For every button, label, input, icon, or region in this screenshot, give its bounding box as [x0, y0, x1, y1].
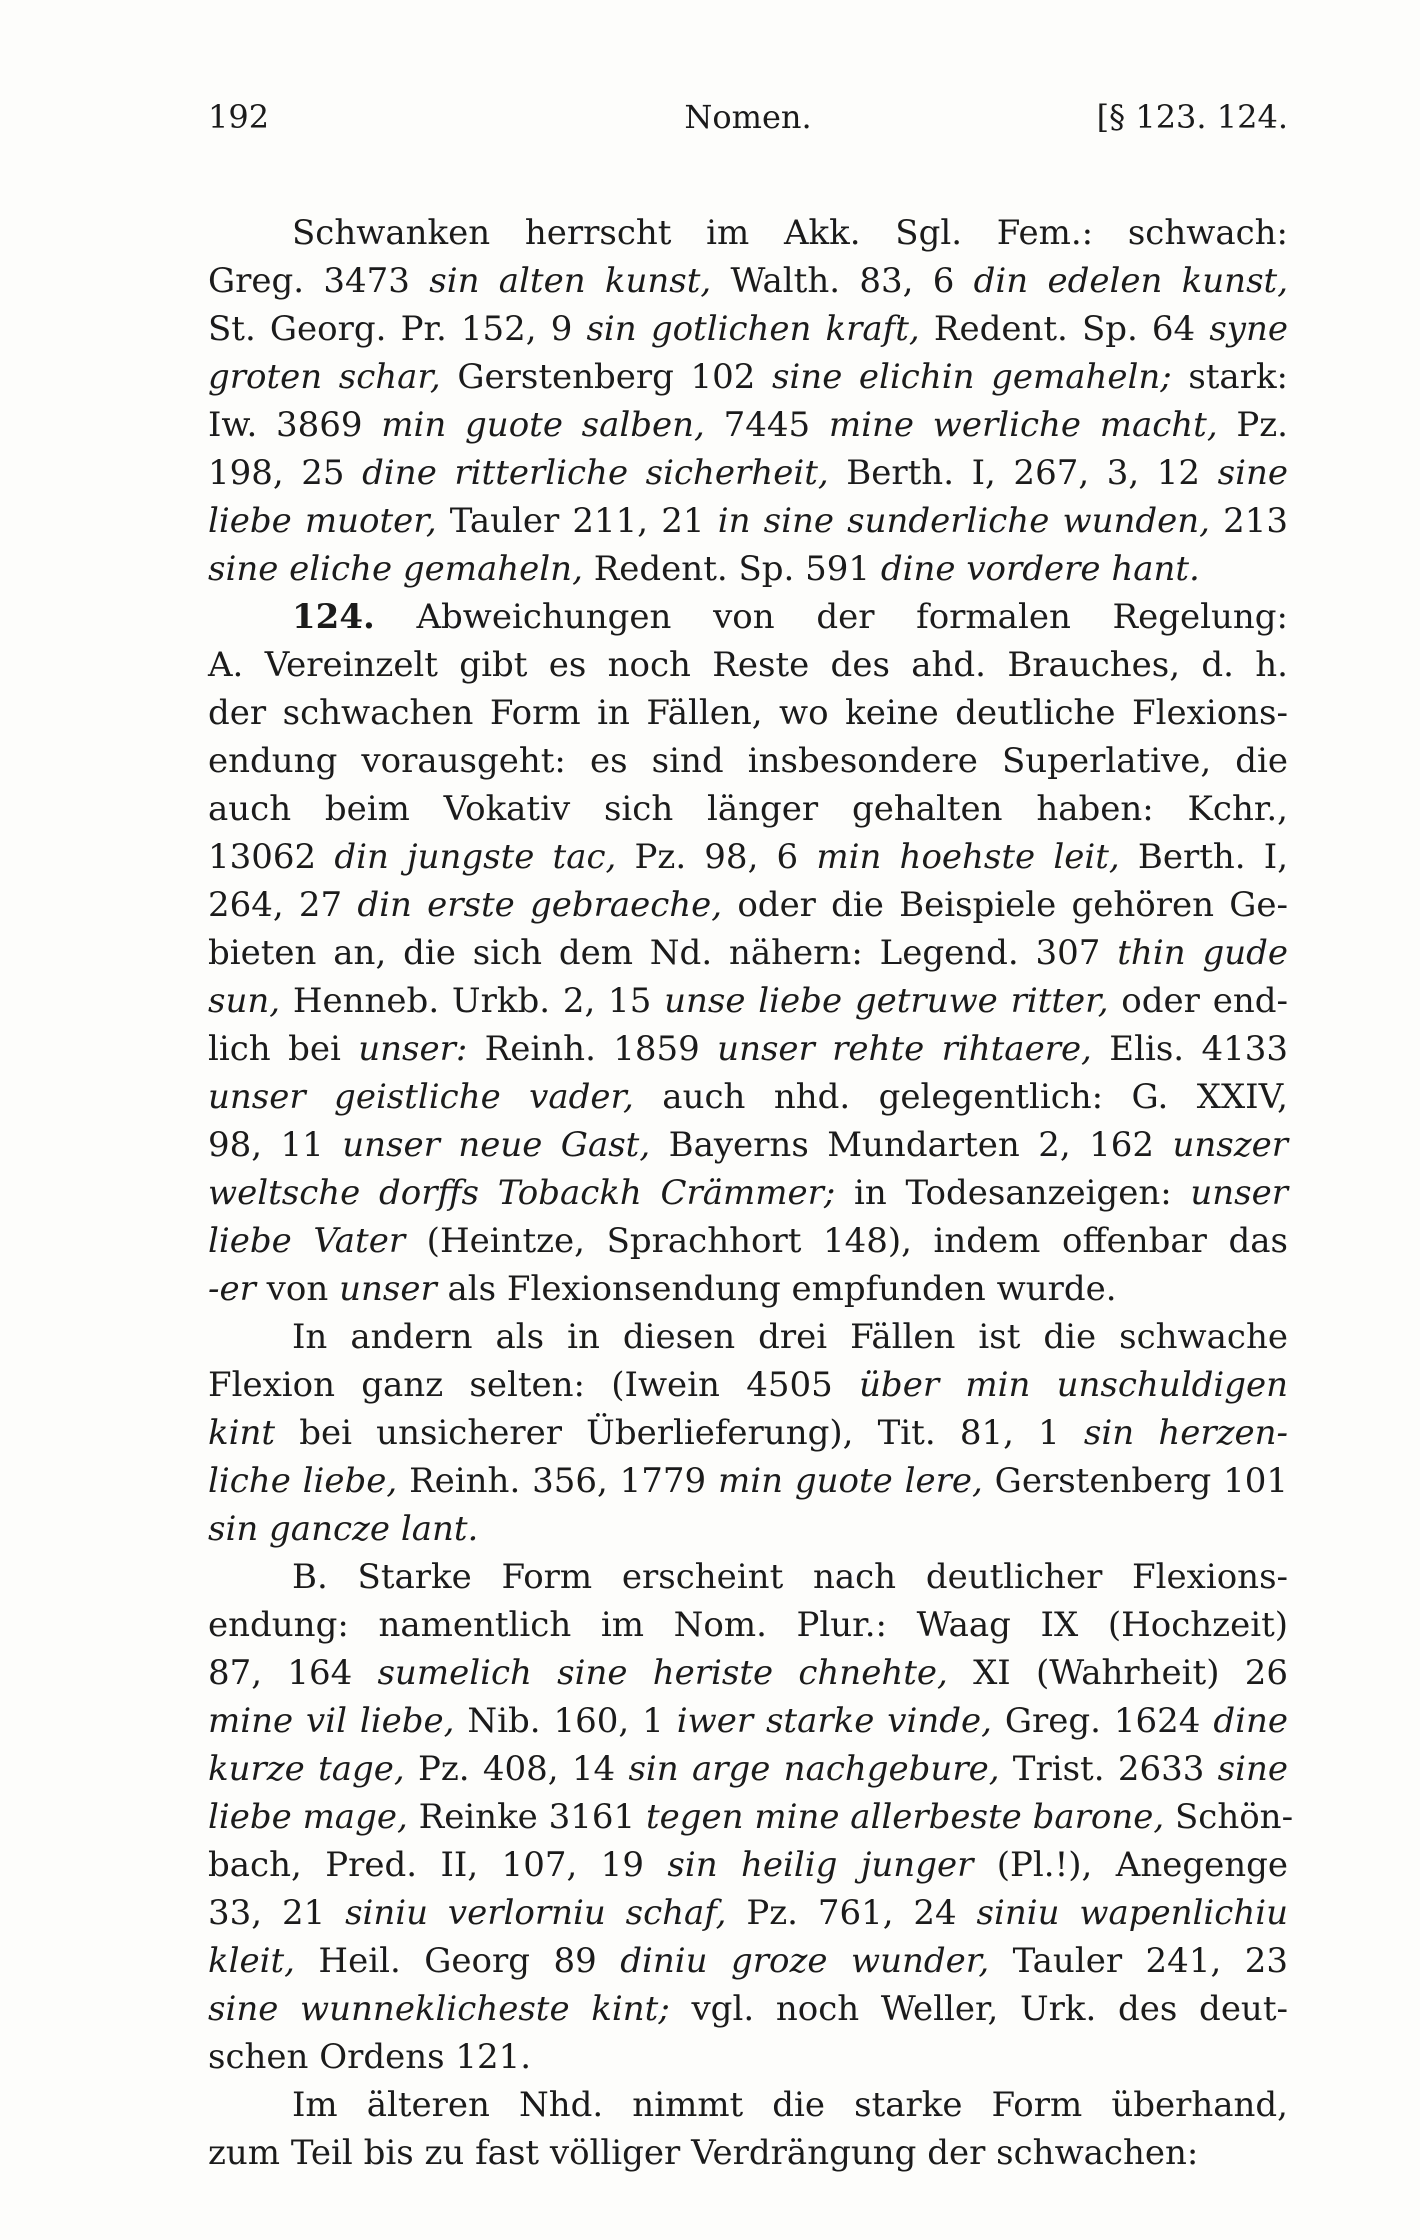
text-line — [208, 547, 1288, 591]
italic-citation: iwer starke vinde, — [676, 1701, 992, 1741]
italic-citation: liche liebe, — [208, 1461, 398, 1501]
italic-citation: tegen mine allerbeste barone, — [645, 1797, 1165, 1837]
text-run: Henneb. Urkb. 2, 15 — [280, 981, 665, 1021]
text-run: in Todesanzeigen: — [835, 1173, 1191, 1213]
text-run: schen Ordens 121. — [208, 2037, 532, 2077]
italic-citation: kleit, — [208, 1941, 295, 1981]
text-line — [208, 1171, 1288, 1215]
text-line — [208, 787, 1288, 831]
text-line — [208, 1267, 1288, 1311]
text-run: In andern als in diesen drei Fällen ist die schwache — [292, 1317, 1288, 1357]
text-run: auch beim Vokativ sich länger gehalten haben: Kchr., — [208, 789, 1288, 829]
text-run: Pz. — [1217, 405, 1288, 445]
italic-citation: sine — [1217, 1749, 1288, 1789]
text-run: bach, Pred. II, 107, 19 — [208, 1845, 668, 1885]
italic-citation: syne — [1209, 309, 1288, 349]
italic-citation: mine werliche macht, — [828, 405, 1218, 445]
text-line — [208, 1891, 1288, 1935]
text-run: 213 — [1209, 501, 1289, 541]
text-run: B. Starke Form erscheint nach deutlicher Flexions- — [292, 1557, 1288, 1597]
italic-citation: unser — [1190, 1173, 1288, 1213]
text-line — [208, 2131, 1288, 2175]
italic-citation: groten schar, — [208, 357, 441, 397]
text-run: endung: namentlich im Nom. Plur.: Waag IX (Hochzeit) — [208, 1605, 1288, 1645]
text-run: als Flexionsendung empfunden wurde. — [436, 1269, 1117, 1309]
text-run: vgl. noch Weller, Urk. des deut- — [669, 1989, 1288, 2029]
italic-citation: din erste gebraeche, — [357, 885, 723, 925]
text-run: Reinh. 1859 — [467, 1029, 718, 1069]
text-run: (Pl.!), Anegenge — [973, 1845, 1289, 1885]
text-run: Greg. 1624 — [991, 1701, 1214, 1741]
text-line — [208, 835, 1288, 879]
italic-citation: sun, — [208, 981, 281, 1021]
italic-citation: sin herzen- — [1083, 1413, 1289, 1453]
italic-citation: unser rehte rihtaere, — [717, 1029, 1092, 1069]
italic-citation: min guote salben, — [381, 405, 705, 445]
text-run: 87, 164 — [208, 1653, 378, 1693]
italic-citation: unser: — [358, 1029, 468, 1069]
text-line — [208, 643, 1288, 687]
italic-citation: min hoehste leit, — [816, 837, 1120, 877]
text-run: 98, 11 — [208, 1125, 343, 1165]
text-line — [208, 1075, 1288, 1119]
text-run: Berth. I, — [1119, 837, 1289, 877]
text-run: Trist. 2633 — [999, 1749, 1218, 1789]
italic-citation: dine ritterliche sicherheit, — [362, 453, 829, 493]
section-reference: [§ 123. 124. — [1096, 98, 1288, 136]
italic-citation: unser geistliche vader, — [208, 1077, 634, 1117]
text-line — [208, 211, 1288, 255]
text-run: lich bei — [208, 1029, 359, 1069]
text-run: oder die Beispiele gehören Ge- — [722, 885, 1289, 925]
text-line — [208, 739, 1288, 783]
italic-citation: min guote lere, — [718, 1461, 983, 1501]
text-run: Walth. 83, 6 — [711, 261, 974, 301]
text-line — [208, 1987, 1288, 2031]
italic-citation: sin gancze lant. — [208, 1509, 479, 1549]
running-header — [208, 98, 1288, 138]
text-line — [208, 259, 1288, 303]
text-line — [208, 307, 1288, 351]
italic-citation: sine — [1217, 453, 1288, 493]
italic-citation: -er — [208, 1269, 256, 1309]
text-run: 264, 27 — [208, 885, 358, 925]
text-line — [208, 883, 1288, 927]
text-line — [208, 1747, 1288, 1791]
text-run: endung vorausgeht: es sind insbesondere Superlative, die — [208, 741, 1288, 781]
text-run: Redent. Sp. 591 — [582, 549, 881, 589]
text-line — [208, 2035, 1288, 2079]
text-line — [208, 1651, 1288, 1695]
text-run: A. Vereinzelt gibt es noch Reste des ahd. Brauches, d. h. — [208, 645, 1288, 685]
text-run: Pz. 761, 24 — [726, 1893, 977, 1933]
italic-citation: über min unschuldigen — [859, 1365, 1289, 1405]
text-run: Abweichungen von der formalen Regelung: — [374, 597, 1288, 637]
text-run: zum Teil bis zu fast völliger Verdrängung der schwachen: — [208, 2133, 1199, 2173]
text-run: Iw. 3869 — [208, 405, 382, 445]
text-line — [208, 1027, 1288, 1071]
text-line — [208, 451, 1288, 495]
text-line — [208, 1939, 1288, 1983]
text-run: Schön- — [1164, 1797, 1294, 1837]
text-line — [208, 2083, 1288, 2127]
text-line — [208, 1699, 1288, 1743]
italic-citation: sine eliche gemaheln, — [208, 549, 583, 589]
italic-citation: in sine sunderliche wunden, — [717, 501, 1210, 541]
text-line — [208, 1507, 1288, 1551]
text-run: 13062 — [208, 837, 335, 877]
text-run: Redent. Sp. 64 — [919, 309, 1210, 349]
italic-citation: din jungste tac, — [334, 837, 617, 877]
italic-citation: kint — [208, 1413, 276, 1453]
text-run: Berth. I, 267, 3, 12 — [828, 453, 1218, 493]
italic-citation: liebe muoter, — [208, 501, 437, 541]
text-line — [208, 1315, 1288, 1359]
italic-citation: liebe mage, — [208, 1797, 408, 1837]
text-line — [208, 1603, 1288, 1647]
text-run: Elis. 4133 — [1091, 1029, 1288, 1069]
text-run: Gerstenberg 101 — [982, 1461, 1288, 1501]
text-run: auch nhd. gelegentlich: G. XXIV, — [633, 1077, 1288, 1117]
section-number: 124. — [292, 597, 375, 637]
text-run: 198, 25 — [208, 453, 363, 493]
text-run: St. Georg. Pr. 152, 9 — [208, 309, 587, 349]
text-run: Tauler 241, 23 — [989, 1941, 1288, 1981]
text-run: oder end- — [1108, 981, 1288, 1021]
text-run: Pz. 98, 6 — [616, 837, 817, 877]
text-run: bei unsicherer Überlieferung), Tit. 81, 1 — [275, 1413, 1084, 1453]
text-run: 33, 21 — [208, 1893, 346, 1933]
text-run: 7445 — [704, 405, 829, 445]
text-line — [208, 979, 1288, 1023]
italic-citation: thin gude — [1117, 933, 1288, 973]
text-run: bieten an, die sich dem Nd. nähern: Legend. 307 — [208, 933, 1118, 973]
text-run: Heil. Georg 89 — [294, 1941, 621, 1981]
italic-citation: diniu groze wunder, — [620, 1941, 990, 1981]
italic-citation: din edelen kunst, — [973, 261, 1288, 301]
text-line — [208, 355, 1288, 399]
text-line — [208, 1795, 1294, 1839]
text-run: Flexion ganz selten: (Iwein 4505 — [208, 1365, 860, 1405]
text-run: stark: — [1171, 357, 1289, 397]
text-run: Im älteren Nhd. nimmt die starke Form überhand, — [292, 2085, 1288, 2125]
italic-citation: kurze tage, — [208, 1749, 405, 1789]
text-line — [208, 691, 1288, 735]
text-run: XI (Wahrheit) 26 — [947, 1653, 1288, 1693]
italic-citation: unszer — [1172, 1125, 1289, 1165]
italic-citation: sine elichin gemaheln; — [771, 357, 1172, 397]
italic-citation: siniu wapenlichiu — [976, 1893, 1289, 1933]
text-line — [208, 1219, 1288, 1263]
italic-citation: sumelich sine heriste chnehte, — [377, 1653, 948, 1693]
italic-citation: dine vordere hant. — [880, 549, 1200, 589]
text-line — [208, 1459, 1288, 1503]
italic-citation: unser neue Gast, — [342, 1125, 651, 1165]
italic-citation: sine wunneklicheste kint; — [208, 1989, 670, 2029]
text-run: (Heintze, Sprachhort 148), indem offenbar das — [405, 1221, 1288, 1261]
text-run: Bayerns Mundarten 2, 162 — [650, 1125, 1173, 1165]
italic-citation: weltsche dorffs Tobackh Crämmer; — [208, 1173, 836, 1213]
italic-citation: sin alten kunst, — [429, 261, 712, 301]
running-title: Nomen. — [684, 98, 812, 136]
text-run: von — [255, 1269, 340, 1309]
italic-citation: dine — [1213, 1701, 1288, 1741]
text-line — [208, 1123, 1288, 1167]
text-line — [208, 403, 1288, 447]
italic-citation: unse liebe getruwe ritter, — [664, 981, 1109, 1021]
italic-citation: mine vil liebe, — [208, 1701, 455, 1741]
text-run: Nib. 160, 1 — [454, 1701, 677, 1741]
text-line — [208, 1411, 1288, 1455]
italic-citation: sin arge nachgebure, — [628, 1749, 1000, 1789]
text-line — [208, 1843, 1288, 1887]
italic-citation: sin heilig junger — [667, 1845, 974, 1885]
italic-citation: unser — [339, 1269, 437, 1309]
text-line — [208, 931, 1288, 975]
text-line — [208, 499, 1288, 543]
text-run: Reinh. 356, 1779 — [397, 1461, 719, 1501]
text-run: Gerstenberg 102 — [440, 357, 772, 397]
text-run: Greg. 3473 — [208, 261, 430, 301]
text-run: der schwachen Form in Fällen, wo keine deutliche Flexions- — [208, 693, 1288, 733]
text-line — [208, 595, 1288, 639]
text-run: Pz. 408, 14 — [404, 1749, 629, 1789]
italic-citation: sin gotlichen kraft, — [586, 309, 920, 349]
text-line — [208, 1555, 1288, 1599]
italic-citation: liebe Vater — [208, 1221, 406, 1261]
text-line — [208, 1363, 1288, 1407]
text-run: Tauler 211, 21 — [436, 501, 718, 541]
text-run: Reinke 3161 — [407, 1797, 646, 1837]
page-number: 192 — [208, 98, 270, 136]
italic-citation: siniu verlorniu schaf, — [345, 1893, 727, 1933]
text-run: Schwanken herrscht im Akk. Sgl. Fem.: schwach: — [292, 213, 1288, 253]
